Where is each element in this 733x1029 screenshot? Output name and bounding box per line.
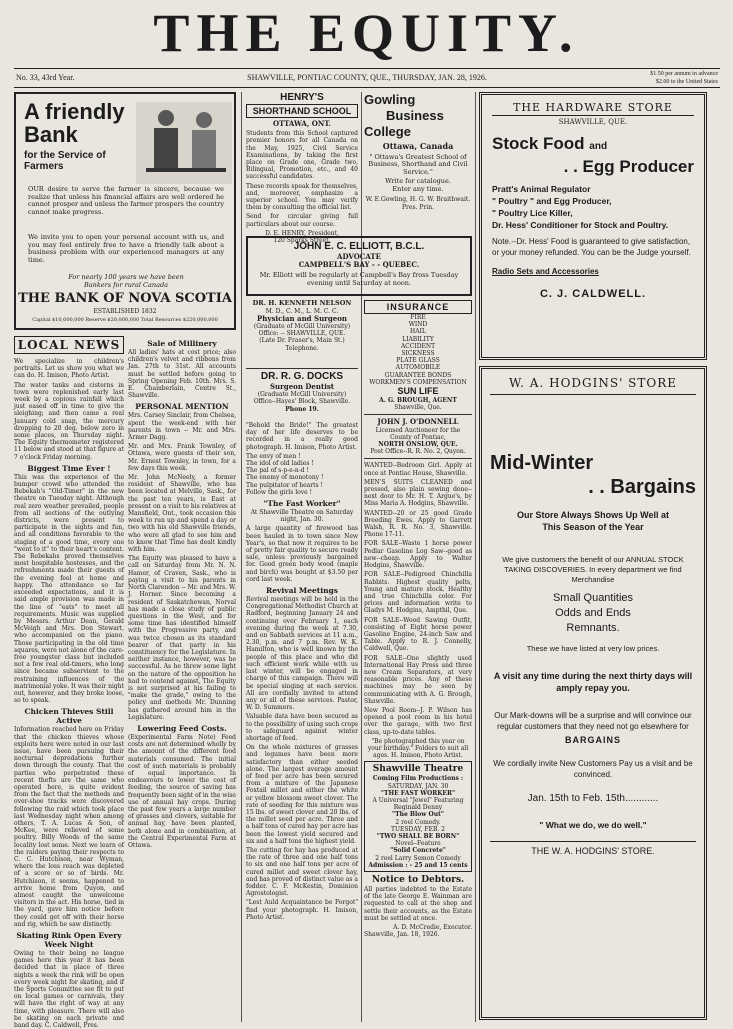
henrys-body-3: Send for circular giving full particulars about our course. [246,213,358,228]
classified-ad: WANTED--20 or 25 good Grade Breeding Ewes. Apply to Garrett Walsh, R. R. No. 3, Shawville. Phone 17-11. [364,509,472,539]
article-heading: PERSONAL MENTION [135,402,229,412]
henrys-title: HENRY'S [280,92,324,103]
theatre-film-note: Reginald Denny [393,804,443,812]
hodgins-dates: Jan. 15th to Feb. 15th............ [527,793,659,804]
column-rule [241,92,242,1022]
column-four [364,300,472,1022]
article-heading: Chicken Thieves Still Active [24,707,114,726]
theatre-box [364,761,472,872]
insurance-place: Shawville, Que. [394,404,442,412]
local-news-heading: LOCAL NEWS [14,336,124,354]
docks-role: Surgeon Dentist [269,382,335,391]
theatre-date: SATURDAY, JAN. 30 [387,782,449,790]
hardware-place: SHAWVILLE, QUE. [558,118,628,126]
article-paragraph: "Behold the Bride!" The greatest day of her life deserves to be recorded in a really good photograph. H. Imison, Photo Artist. [246,422,358,451]
divider [364,458,472,459]
nelson-degree: M. D., C. M., L. M. C. C. [265,307,339,315]
hardware-item: Dr. Hess' Conditioner for Stock and Poultry. [492,220,669,231]
theatre-film-note: "Solid Concrete" [390,847,446,855]
hardware-egg-producer: . . Egg Producer [563,157,694,177]
elliott-name: JOHN E. C. ELLIOTT, B.C.L. [293,241,425,252]
dateline: SHAWVILLE, PONTIAC COUNTY, QUE., THURSDAY, JAN. 28, 1926. [247,73,487,82]
odonnell-name: JOHN J. O'DONNELL [377,417,459,427]
article-heading: Skating Rink Open Every Week Night [16,931,122,950]
classified-ad: FOR SALE--One slightly used International Hay Press and three new Cream Separators, at very reasonable prices. Any of these machines may be seen by communicating with A. G. Brough, Shawville. [364,654,472,705]
local-news-paragraph: The water tanks and cisterns in town were replenished early last week by a copious rainfall which just eased off in time to give the sleighing; and then came a real January cold snap, the mercury dropping to 20 deg. below zero in some places, on Thursday night. The Equity thermometer registered 11 below and stood at that figure at 7 o'clock Friday morning. [14,381,124,461]
insurance-heading: INSURANCE [364,300,472,314]
elliott-card [246,236,472,296]
bank-name: THE BANK OF NOVA SCOTIA [18,291,232,306]
insurance-line: GUARANTEE BONDS [384,371,452,379]
classified-ad: MEN'S SUITS CLEANED and pressed, also plain sewing done--next door to Mr. H. T. Argue's, by Miss Maria A. Hodgins, Shawville. [364,478,472,508]
elliott-role: ADVOCATE [337,252,381,261]
hardware-store-ad [479,92,707,360]
gowling-city: Ottawa, Canada [382,141,454,151]
bank-ad [14,92,236,330]
photo-notice: "Be photographed this year on your birthday." Folders to suit all ages. H. Imison, Photo Artist. [367,737,469,760]
article-heading: Lowering Feed Costs. [137,723,227,733]
insurance-line: AUTOMOBILE [395,364,441,372]
gowling-ad [364,92,472,232]
personal-column [128,336,236,1022]
farmer-illustration [136,102,232,184]
hodgins-markdowns: Our Mark-downs will be a surprise and will convince our regular customers that they need not go elsewhere for [494,711,692,731]
hodgins-visit: A visit any time during the next thirty days will amply repay you. [493,671,693,693]
hardware-owner: C. J. CALDWELL. [539,288,647,301]
article-paragraph: (Experimental Farm Note) Feed costs are not determined wholly by the amount of the different food materials consumed. The initial cost of such materials is probably of equal importance. In endeavours to lower the cost of feeding, the source of saving has frequently been sight of in the wise use of annual hay crops. During the past few years a large number of grasses and clovers, suitable for annual hay, have been planted, both alone and in combination, at the Central Experimental Farm at Ottawa. [128,733,236,849]
elliott-place: CAMPBELL'S BAY - - QUEBEC. [298,260,420,270]
hodgins-remnants: Remnants. [566,622,620,634]
henrys-city: OTTAWA, ONT. [273,119,331,128]
hodgins-store-ad [479,366,707,1020]
hodgins-title: W. A. HODGINS' STORE [490,375,696,395]
theatre-admission: Admission : - 25 and 15 cents [368,861,468,869]
article-paragraph: "Lest Auld Acquaintance be Forgot" find your photograph. H. Imison, Photo Artist. [246,899,358,921]
article-heading: Biggest Time Ever ! [27,463,111,473]
local-news-paragraph: This was the experience of the bumper crowd who attended the Rebekah's "Old-Timer" in the new theatre on Tuesday night. Although real zero weather prevailed, people from all sections of the outlying districts, were present to participate in the sights and fun, and all conditions favorable to the staging of a good time, every one "went to it" to their heart's content. The Rebekahs proved themselves most hospitable hostesses, and the refreshments made their guests of the evening feel at home and happy. The attendance so far exceeded expectations, and it is said ample provision was made in the line of "eats" to meet all requirements. Music was supplied by Messrs. Arthur Dean, Gerald McVeigh and Mrs. Don Stewart, who accompanied on the piano. Those participating in the old time squares, were not alone of the care-free youngster class but included not a few real old-timers, who long since became subservient to the restraining influences of the matrimonial yoke. It was their night out, however, and they broke loose, so to speak. [14,473,124,705]
gowling-titles: Pres. Prin. [402,203,434,211]
hodgins-odds-ends: Odds and Ends [555,607,631,619]
classified-ad: FOR SALE--Waste 1 horse power Pedlar Gasoline Log Saw--good as new--cheap. Apply to Walter Hodgins, Shawville. [364,540,472,570]
nelson-grad: (Graduate of McGill University) [253,323,351,330]
local-news-paragraph: We specialize in children's portraits. Let us show you what we can do. H. Imison, Photo Artist. [14,358,124,380]
classified-ad: FOR SALE--Wood Sawing Outfit, consisting of Eight horse power Gasoline Engine, 24-inch Saw and Table. Apply to R. J. Connelly, Caldwell, Que. [364,616,472,653]
article-paragraph: Mr. and Mrs. Frank Townley, of Ottawa, were guests of their son, Mr. Ernest Townley, in town, for a few days this week. [128,443,236,472]
theatre-film: "TWO SHALL BE BORN" [376,833,460,840]
docks-card [246,368,358,421]
theatre-film-note: A Universal "Jewel" Featuring [372,796,464,804]
insurance-line: WORKMEN'S COMPENSATION [369,378,467,386]
hodgins-welcome: We cordially invite New Customers Pay us a visit and be convinced. [493,759,693,779]
hodgins-midwinter: Mid-Winter [490,452,594,474]
theatre-film-note: Novel--Feature [395,840,441,848]
poem-line: The envy of men ! [246,452,301,460]
theatre-film-note: "The Blow Out" [392,811,444,819]
article-paragraph: The Equity was pleased to have a call on Saturday from Mr. N. N. Hamer, of Craven, Sask., who is paying a visit to his parents in North Clarendon -- Mr. and Mrs. W. J. Horner. Since becoming a resident of Saskatchewan, Norval has made a close study of public questions in the West, and for some time has identified himself with the Progressive party, and was twice chosen as its standard bearer of that party in his constituency for the Legislature. In neither instance, however, was he successful. As he threw some light on the nature of the opposition he had to contend against, The Equity is not surprised at his failing to "make the grade," owing to the policy and methods Mr. Dunning has gathered around him in the Legislature. [128,555,236,721]
issue-number: No. 33, 43rd Year. [16,73,75,82]
bank-ad-body-2: We invite you to open your personal account with us, and you may feel entirely free to have a friendly talk about a business problem with our experienced managers at any time. [28,233,224,264]
theatre-film-note: 2 reel Larry Semon Comedy [375,854,461,862]
hardware-stock-food: Stock Food and [492,134,608,154]
hodgins-signature: THE W. A. HODGINS' STORE. [490,841,696,857]
theatre-name: Shawville Theatre [372,764,464,775]
article-heading: Sale of Millinery [147,339,217,348]
divider [364,414,472,415]
article-heading: Revival Meetings [266,586,338,596]
nelson-name: DR. H. KENNETH NELSON [252,299,352,307]
hodgins-bargains: . . Bargains [588,476,696,498]
dateline-bar [14,68,720,88]
hodgins-listed: These we have listed at very low prices. [526,644,660,653]
hardware-item: " Poultry Lice Killer, [492,208,573,219]
hardware-item: " Poultry " and Egg Producer, [492,196,612,207]
insurance-line: WIND [408,321,428,329]
debtors-body: All parties indebted to the Estate of the late George E. Wainman are requested to call at the shop and settle their accounts, as the Estate must be settled at once. [364,886,472,922]
bank-established: ESTABLISHED 1832 [93,308,157,315]
theatre-coming: Coming Film Productions : [372,775,464,783]
article-paragraph: Mr. John McNeely, a former resident of Shawville, who has been located at Melville, Sask., for the past ten years, is East at present on a visit to his relatives at Mansfield, Ont., took occasion this week to run up and spend a day or two with his old Shawville friends, who were all glad to see him and to know that Time has dealt kindly with him. [128,474,236,554]
column-rule [475,92,476,1022]
column-three [246,422,358,1022]
henrys-body: Students from this School captured premier honors for all Canada on the May, 1925, Civil Service Examinations, by taking the first place on Grade one, Grade two, Bilingual, Promotion, etc., and 40 successful candidates. [246,130,358,181]
hodgins-subhead: Our Store Always Shows Up Well at [516,510,670,520]
gowling-title-3: College [364,124,411,139]
odonnell-address: NORTH ONSLOW, QUE. [378,441,458,449]
gowling-title-2: Business [386,108,444,123]
insurance-agent: A. G. BROUGH, AGENT [379,397,457,405]
insurance-line: SICKNESS [401,350,435,358]
elliott-note: Mr. Elliott will be regularly at Campbell's Bay fross Tuesday evening until Saturday at noon. [259,271,459,287]
classified-ad: WANTED--Bedroom Girl. Apply at once at Pontiac House, Shawville. [364,462,472,477]
bank-capital: Capital $10,000,000 Reserve $20,000,000 Total Resources $220,000,000 [32,317,218,323]
bank-ad-tagline: For nearly 100 years we have been Bankers for rural Canada [68,273,184,289]
nelson-late: (Late Dr. Fraser's, Main St.) [259,337,345,345]
nelson-card [246,300,358,366]
nelson-role: Physician and Surgeon [257,313,347,323]
hardware-title: THE HARDWARE STORE [492,101,694,116]
poem-line: The pulpitator of hearts ! [246,481,323,489]
gowling-title: Gowling [364,92,416,107]
henrys-ad [246,92,358,245]
nelson-office: Office: -- SHAWVILLE, QUE. [258,330,346,338]
insurance-list [364,314,472,386]
hardware-item: Pratt's Animal Regulator [492,184,591,195]
hodgins-give: We give customers the benefit of our ANNUAL STOCK TAKING DISCOVERIES. In every department we find Merchandise [502,555,684,584]
local-news-paragraph: Information reached here on Friday that the chicken thieves whose exploits here were noted in our last issue, have been pursuing their nocturnal depredations further down through the county. That the parties who perpetrated these recent thefts are the same who operated here, is quite evident from the fact that the methods and over-shoe tracks were discovered following the raid which took place last Wednesday night when among others, T. A. Lucas & Son, of McKee, were relieved of some poultry. Billy Woods of the same locality lost some. Next we learn of the raiders paying their respects to C. C. Hutchison, near Wyman, where the loss reach was depleted of a score or so of birds. Mr. Hutchison, it seems, happened to arrive home from Quyon, and almost caught the unwelcome visitors in the act. His horse, tied in the yard, gave him notice before they could get off with their horse and rig, which he saw distinctly. [14,726,124,928]
bank-ad-title: A friendly Bank [24,99,125,147]
insurance-line: HAIL [410,328,426,336]
docks-grad: (Graduate McGill University) [257,391,347,399]
article-heading: "The Fast Worker" [263,499,341,509]
henrys-subtitle: SHORTHAND SCHOOL [246,104,358,118]
odonnell-role: Licensed Auctioneer for the County of Pontiac, [375,426,461,441]
classifieds [364,462,472,735]
debtors-heading: Notice to Debtors. [371,875,465,886]
insurance-company: SUN LIFE [397,386,439,397]
article-paragraph: Mrs. Carsey Sinclair, from Chelsea, spent the week-end with her parents in town -- Mr. and Mrs. Armer Dagg. [128,412,236,442]
insurance-line: LIABILITY [402,335,434,343]
poem-line: The pal of s-p-e-n-d ! [246,467,309,475]
nelson-phone: Telephone. [285,344,319,352]
local-news-column [14,336,124,1029]
insurance-line: PLATE GLASS [396,357,440,365]
hodgins-bargains-2: BARGAINS [564,735,621,745]
column-rule [361,92,362,1022]
article-paragraph: All ladies' hats at cost price; also children's velvet and ribbons from Jan. 27th to 31st. All accounts must be settled before going to Spring Opening Feb. 10th. Mrs. S. E. Chamberlain, Centre St., Shawville. [128,349,236,400]
poem-line: The enemy of monotony ! [246,474,324,482]
henrys-address: 120 Sparks Street. [273,237,331,245]
subscription-price: $1.50 per annum in advance $2.00 to the United States [650,71,718,85]
classified-ad: New Pool Room--J. P. Wilson has opened a pool room in his hotel over the garage, with two first class, up-to-date tables. [364,706,472,736]
henrys-body-2: These records speak for themselves, and, moreover, emphasize a superior school. You may verify them by consulting the official list. [246,182,358,212]
henrys-signature: D. E. HENRY, President, [265,229,339,237]
hardware-note: Note.--Dr. Hess' Food is guaranteed to give satisfaction, or your money refunded. You can be the Judge yourself. [492,237,691,257]
hodgins-quote: " What we do, we do well." [539,820,647,830]
docks-name: DR. R. G. DOCKS [260,371,344,382]
hodgins-subhead-2: This Season of the Year [542,522,644,532]
debtors-signature: A. D. McCredie, Executor. [393,924,472,932]
gowling-quote: " Ottawa's Greatest School of Business, Shorthand and Civil Service." [368,152,468,176]
insurance-line: FIRE [410,314,426,321]
classified-ad: FOR SALE--Pedigreed Chinchilla Rabbits. Highest quality pelts, Young and mature stock. Healthy and true Chinchilla color. For prices and information write to Gladys M. Hodgins, Ampthil, Que. [364,571,472,615]
theatre-date: TUESDAY, FEB. 2 [390,825,446,833]
article-paragraph: At Shawville Theatre on Saturday night, Jan. 30. [250,509,354,524]
hodgins-small-quantities: Small Quantities [552,592,634,604]
bank-ad-subtitle: for the Service of Farmers [24,150,106,172]
article-paragraph: The cutting for hay has produced at the rate of three and one half tons to six and one half tons per acre of cured millet and sweet clover hay, and has proved of distinct value as a fodder. C. F. McKestin, Dominion Agrostologist. [246,846,358,898]
bank-ad-body: OUR desire to serve the farmer is sincere, because we realize that unless his financial affairs are well ordered he cannot prosper and unless the farmer prospers the country cannot make progress. [28,185,224,216]
article-paragraph: Valuable data have been secured as to the possibility of using such crops to safeguard against winter shortage of feed. [246,713,358,742]
odonnell-post: Post Office--R. R. No. 2, Quyon. [370,448,466,456]
debtors-date: Shawville, Jan. 18, 1926. [364,931,440,939]
insurance-line: ACCIDENT [400,342,436,350]
local-news-paragraph: Owing to their being no league games here this year it has been decided that in place of three nights a week the rink will be open every week night for skating, and if the Sports Committee see fit to put on local games or carnivals, they will have the right of way at any time, with pleasure. There will also be skating on each private and band day. C. Caldwell, Pres. [14,950,124,1029]
gowling-write: Write for catalogue. [385,177,451,186]
hardware-radio: Radio Sets and Accessories [492,267,599,277]
poem-line: The idol of old ladies ! [246,460,314,468]
article-paragraph: On the whole mixtures of grasses and legumes have been more satisfactory than either seeded alone. The largest average amount of feed per acre has been secured from a mixture of the Japanese Foxtail millet and either the white or yellow blossom sweet clover. The rate of seeding for this mixture was 15 lbs. of sweet clover and 20 lbs. of the millet seed per acre. Three and a half tons of cured hay per acre has been the lowest yield secured and six and a half tons the highest yield. [246,744,358,845]
gowling-enter: Enter any time. [392,184,444,193]
article-paragraph: A large quantity of firewood has been hauled in to town since New Year's, so that now it requires to be of pretty fair quality to secure ready sale, unless previously bargained for. Good green body wood (maple and birch) was bought at $3.50 per cord last week. [246,525,358,583]
poem-line: Follow the girls love ! [246,488,312,496]
theatre-film: "THE FAST WORKER" [380,789,456,797]
theatre-film-note: 2 reel Comedy. [395,818,441,826]
gowling-signature: W. E.Gowling, H. G. W. Braithwait. [365,196,471,204]
docks-phone: Phone 19. [285,405,319,413]
masthead-title: THE EQUITY. [153,3,580,63]
docks-office: Office--Hayes' Block, Shawville. [253,398,351,406]
article-paragraph: Revival meetings will be held in the Congregational Methodist Church at Radford, beginning January 24 and continuing over February 1, each evening during the week at 7.30, and on Sabbath services at 11 a.m., 2.30, p.m. and 7 p.m. Rev. W. K. Hamilton, who is well known by the people of this place and who did such efficient work while with us last winter, will be engaged in charge of this campaign. There will be special singing at each service. All are cordially invited to attend any or all of these services. Pastor, W. D. Summers. [246,596,359,712]
